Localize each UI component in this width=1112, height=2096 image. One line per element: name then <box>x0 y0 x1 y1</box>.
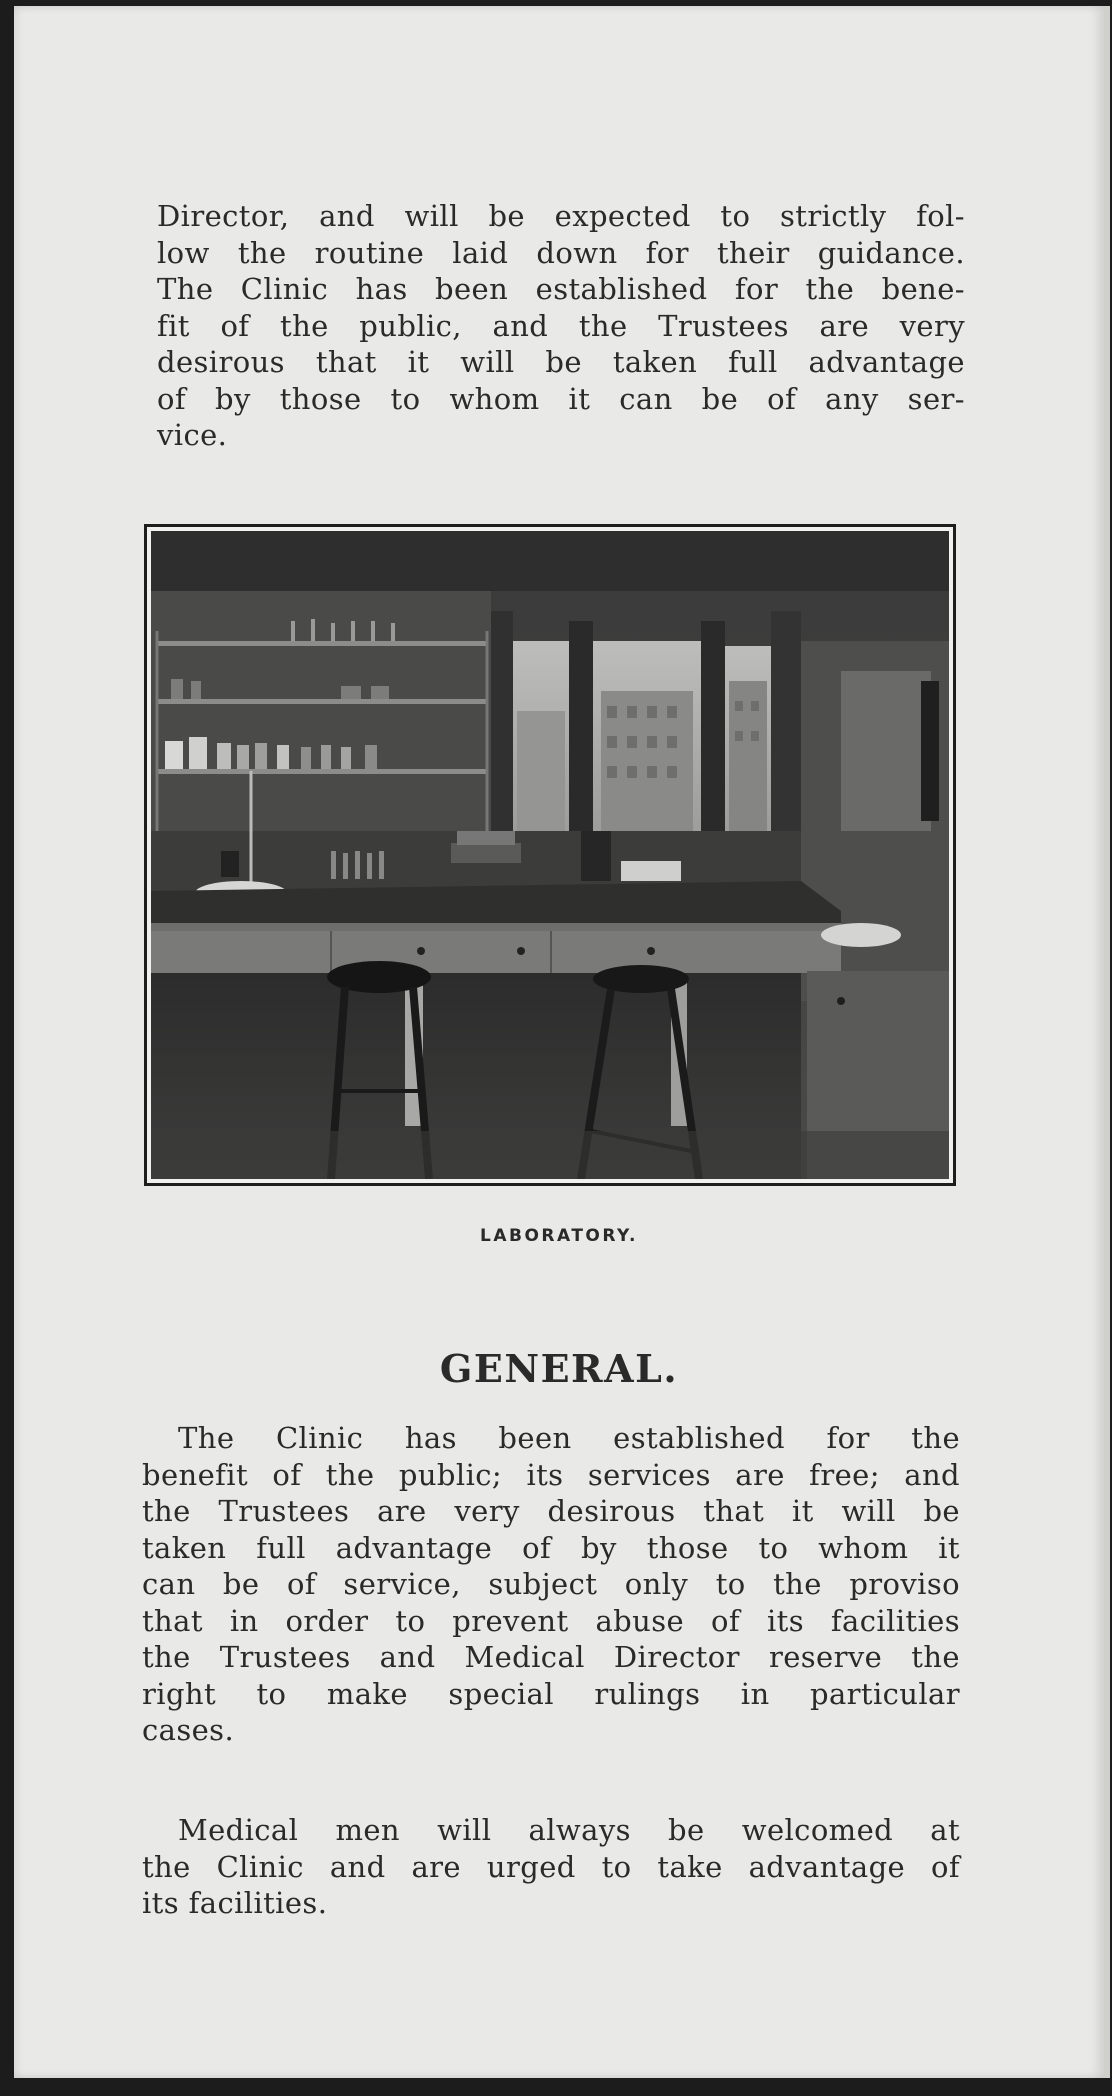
document-page <box>14 6 1104 2078</box>
intro-line: vice. <box>157 418 228 452</box>
section-heading: GENERAL. <box>439 1346 679 1391</box>
paragraph-line: the Trustees and Medical Director reserve the <box>142 1640 960 1674</box>
paragraph-line: right to make special rulings in particular <box>142 1676 960 1711</box>
intro-line: fit of the public, and the Trustees are very <box>157 308 965 343</box>
paragraph-line: the Clinic and are urged to take advantage of <box>142 1849 960 1884</box>
laboratory-photo <box>144 524 956 1186</box>
paragraph-line: cases. <box>142 1713 235 1747</box>
intro-line: low the routine laid down for their guidance. <box>157 235 965 270</box>
intro-paragraph <box>157 198 965 454</box>
paragraph-line: can be of service, subject only to the proviso <box>142 1567 960 1601</box>
paragraph-line: The Clinic has been established for the <box>178 1421 960 1455</box>
page-edge <box>1104 6 1110 2078</box>
paragraph-line: that in order to prevent abuse of its facilities <box>142 1603 960 1638</box>
general-paragraph-2 <box>142 1812 960 1922</box>
paragraph-line: its facilities. <box>142 1886 328 1920</box>
paragraph-line: taken full advantage of by those to whom it <box>142 1530 960 1565</box>
laboratory-photo-image <box>151 531 949 1179</box>
general-paragraph-1 <box>142 1420 960 1749</box>
intro-line: of by those to whom it can be of any ser- <box>157 381 965 416</box>
intro-line: The Clinic has been established for the bene- <box>157 272 965 306</box>
paragraph-line: benefit of the public; its services are free; and <box>142 1457 960 1492</box>
paragraph-line: the Trustees are very desirous that it will be <box>142 1494 960 1528</box>
paragraph-line: Medical men will always be welcomed at <box>178 1813 960 1847</box>
intro-line: Director, and will be expected to strictly fol- <box>157 199 965 233</box>
intro-line: desirous that it will be taken full advantage <box>157 345 965 379</box>
photo-caption: LABORATORY. <box>480 1226 638 1246</box>
